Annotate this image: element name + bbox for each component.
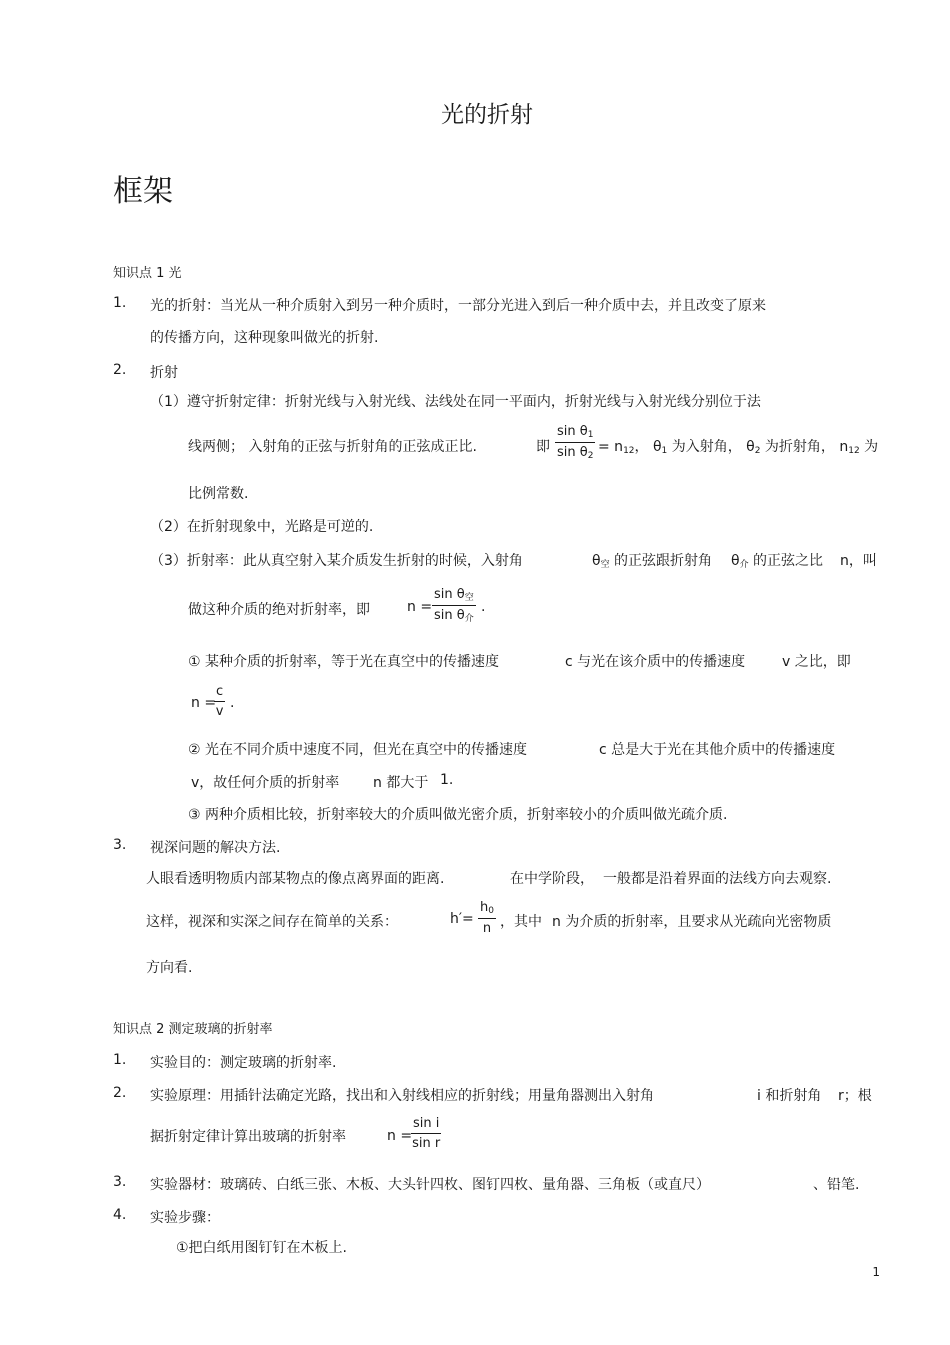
paragraph-text: 一般都是沿着界面的法线方向去观察. — [603, 871, 832, 887]
paragraph-line: （2）在折射现象中，光路是可逆的. — [150, 519, 374, 535]
paragraph-line: 做这种介质的绝对折射率，即 — [188, 602, 370, 618]
paragraph-line: 实验原理：用插针法确定光路，找出和入射线相应的折射线；用量角器测出入射角 — [150, 1088, 654, 1104]
page-number: 1 — [872, 1265, 880, 1279]
paragraph-text: 即 — [536, 439, 550, 455]
paragraph-text: c 与光在该介质中的传播速度 — [565, 654, 746, 670]
formula-fraction — [478, 900, 496, 936]
paragraph-text: r；根 — [838, 1088, 872, 1104]
page-title: 光的折射 — [441, 102, 533, 128]
formula-part: θ — [592, 553, 601, 569]
subscript: 2 — [587, 451, 594, 461]
subscript: 2 — [754, 446, 761, 456]
fraction-denominator: sin θ — [434, 608, 465, 623]
paragraph-line: 线两侧； 入射角的正弦与折射角的正弦成正比. — [188, 439, 477, 455]
formula-part: 的正弦之比 — [748, 553, 824, 569]
formula-part: 为折射角， n — [760, 439, 849, 455]
item-label: 实验步骤： — [150, 1210, 220, 1226]
paragraph-text: v，故任何介质的折射率 — [191, 775, 340, 791]
paragraph-line: ③ 两种介质相比较，折射率较大的介质叫做光密介质，折射率较小的介质叫做光疏介质. — [188, 807, 728, 823]
fraction-numerator: sin θ — [434, 587, 465, 602]
formula-part: ， θ — [634, 439, 662, 455]
formula-text: . — [230, 695, 235, 711]
formula-text: n，叫 — [840, 553, 877, 569]
paragraph-line: 实验目的：测定玻璃的折射率. — [150, 1055, 337, 1071]
paragraph-line: 方向看. — [146, 960, 193, 976]
formula-text — [592, 550, 712, 570]
item-number: 2. — [113, 362, 127, 378]
item-label: 视深问题的解决方法. — [150, 840, 281, 856]
formula-fraction — [432, 587, 476, 624]
subscript: 1 — [587, 430, 594, 440]
paragraph-line: ①把白纸用图钉钉在木板上. — [176, 1240, 348, 1256]
paragraph-text: n 为介质的折射率，且要求从光疏向光密物质 — [552, 914, 832, 930]
paragraph-line: 人眼看透明物质内部某物点的像点离界面的距离. — [146, 871, 445, 887]
formula-part: 为 — [859, 439, 879, 455]
formula-text: n = — [387, 1128, 413, 1144]
formula-fraction — [411, 1116, 441, 1151]
fraction-numerator: sin θ — [557, 424, 588, 439]
paragraph-text: 1. — [440, 772, 454, 788]
paragraph-text: c 总是大于光在其他介质中的传播速度 — [599, 742, 836, 758]
subscript: 空 — [464, 593, 474, 603]
paragraph-line: 实验器材：玻璃砖、白纸三张、木板、大头针四枚、图钉四枚、量角器、三角板（或直尺） — [150, 1177, 710, 1193]
formula-text: n = — [191, 695, 217, 711]
item-number: 3. — [113, 1174, 127, 1190]
fraction-denominator: n — [482, 921, 492, 936]
formula-fraction — [555, 424, 595, 461]
item-number: 3. — [113, 837, 127, 853]
item-number: 1. — [113, 1052, 127, 1068]
subscript: 12 — [623, 446, 635, 456]
paragraph-line: 比例常数. — [188, 486, 249, 502]
subscript: 0 — [488, 906, 494, 916]
paragraph-line: ② 光在不同介质中速度不同，但光在真空中的传播速度 — [188, 742, 527, 758]
formula-part: 为入射角， θ — [667, 439, 755, 455]
fraction-denominator: sin θ — [557, 445, 588, 460]
paragraph-text: i 和折射角 — [757, 1088, 822, 1104]
formula-text — [731, 550, 823, 570]
subscript: 1 — [661, 446, 668, 456]
paragraph-text: 在中学阶段， — [510, 871, 594, 887]
formula-text — [598, 436, 878, 456]
item-number: 4. — [113, 1207, 127, 1223]
formula-fraction — [214, 684, 225, 719]
fraction-numerator: h — [480, 900, 489, 915]
subscript: 介 — [464, 614, 474, 624]
knowledge-point-2-heading: 知识点 2 测定玻璃的折射率 — [113, 1022, 273, 1037]
formula-text: . — [481, 599, 486, 615]
knowledge-point-1-heading: 知识点 1 光 — [113, 266, 182, 281]
paragraph-line: 的传播方向，这种现象叫做光的折射. — [150, 330, 379, 346]
paragraph-line: （3）折射率：此从真空射入某介质发生折射的时候，入射角 — [150, 553, 523, 569]
section-heading: 框架 — [113, 174, 173, 209]
paragraph-text: n 都大于 — [373, 775, 429, 791]
subscript: 介 — [739, 560, 749, 570]
subscript: 12 — [848, 446, 860, 456]
paragraph-line: 这样，视深和实深之间存在简单的关系： — [146, 914, 398, 930]
item-number: 2. — [113, 1085, 127, 1101]
fraction-denominator: sin r — [412, 1136, 441, 1151]
fraction-numerator: c — [214, 684, 225, 702]
item-label: 折射 — [150, 365, 178, 381]
formula-part: = n — [598, 439, 624, 455]
paragraph-text: 、铅笔. — [813, 1177, 860, 1193]
paragraph-line: 光的折射：当光从一种介质射入到另一种介质时，一部分光进入到后一种介质中去，并且改变了原来 — [150, 298, 766, 314]
fraction-numerator: sin i — [411, 1116, 441, 1134]
item-number: 1. — [113, 295, 127, 311]
paragraph-text: v 之比，即 — [782, 654, 851, 670]
formula-part: θ — [731, 553, 740, 569]
paragraph-line: 据折射定律计算出玻璃的折射率 — [150, 1129, 346, 1145]
paragraph-text: ，其中 — [500, 914, 542, 930]
paragraph-line: （1）遵守折射定律：折射光线与入射光线、法线处在同一平面内，折射光线与入射光线分别位于法 — [150, 394, 761, 410]
formula-part: 的正弦跟折射角 — [609, 553, 713, 569]
subscript: 空 — [600, 560, 610, 570]
paragraph-line: ① 某种介质的折射率，等于光在真空中的传播速度 — [188, 654, 499, 670]
formula-text: n = — [407, 599, 433, 615]
formula-text: h′= — [450, 911, 474, 927]
fraction-denominator: v — [215, 704, 224, 719]
